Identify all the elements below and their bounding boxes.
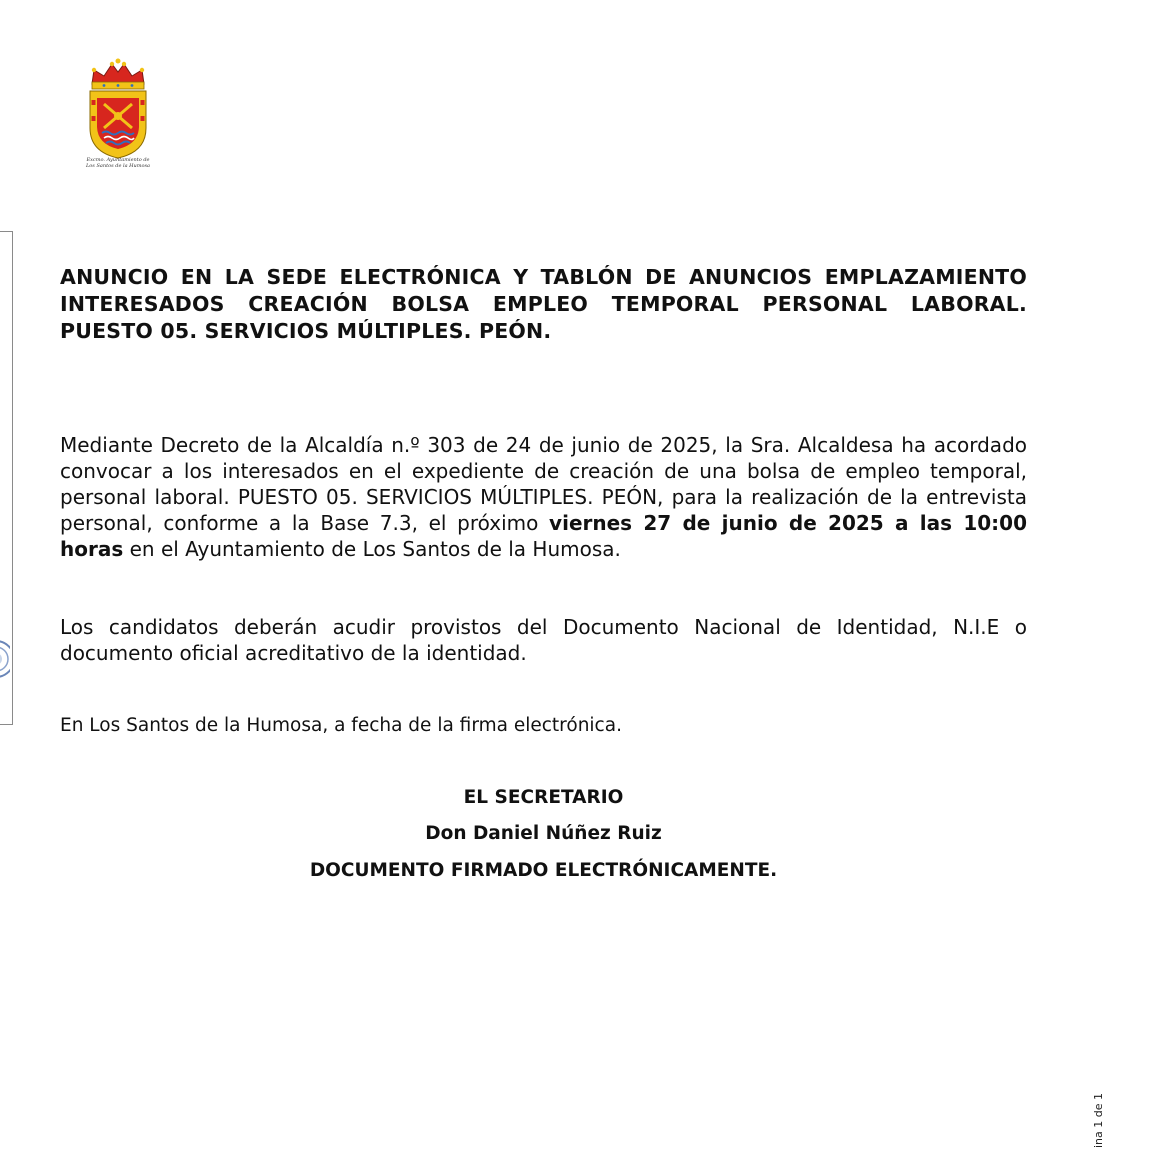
signature-name: Don Daniel Núñez Ruiz xyxy=(425,823,662,844)
paragraph-decree-text: Mediante Decreto de la Alcaldía n.º 303 de 24 de junio de 2025, la Sra. Alcaldesa ha acordado convocar a los interesados en el expediente de creación de una bolsa de empleo temporal, personal laboral. PUESTO 05. SERVICIOS MÚLTIPLES. PEÓN, para la realización de la entrevista personal, conforme a la Base 7.3, el próximo xyxy=(60,433,1027,535)
signature-note: DOCUMENTO FIRMADO ELECTRÓNICAMENTE. xyxy=(309,860,778,881)
paragraph-requirements: Los candidatos deberán acudir provistos del Documento Nacional de Identidad, N.I.E o documento oficial acreditativo de la identidad. xyxy=(60,615,1027,665)
page-number: ina 1 de 1 xyxy=(1092,1092,1105,1148)
signature-role: EL SECRETARIO xyxy=(463,787,624,808)
paragraph-place-date: En Los Santos de la Humosa, a fecha de la firma electrónica. xyxy=(60,715,622,736)
seal-stamp-icon xyxy=(0,638,10,680)
paragraph-decree xyxy=(60,432,1027,562)
interview-date-time: viernes 27 de junio de 2025 a las 10:00 horas xyxy=(60,511,1027,561)
coat-of-arms-caption: Excmo. Ayuntamiento de Los Santos de la Humosa xyxy=(85,157,151,169)
announcement-title: ANUNCIO EN LA SEDE ELECTRÓNICA Y TABLÓN DE ANUNCIOS EMPLAZAMIENTO INTERESADOS CREACIÓN BOLSA EMPLEO TEMPORAL PERSONAL LABORAL. PUESTO 05. SERVICIOS MÚLTIPLES. PEÓN. xyxy=(60,265,1027,343)
paragraph-decree-location: en el Ayuntamiento de Los Santos de la Humosa. xyxy=(123,537,621,561)
